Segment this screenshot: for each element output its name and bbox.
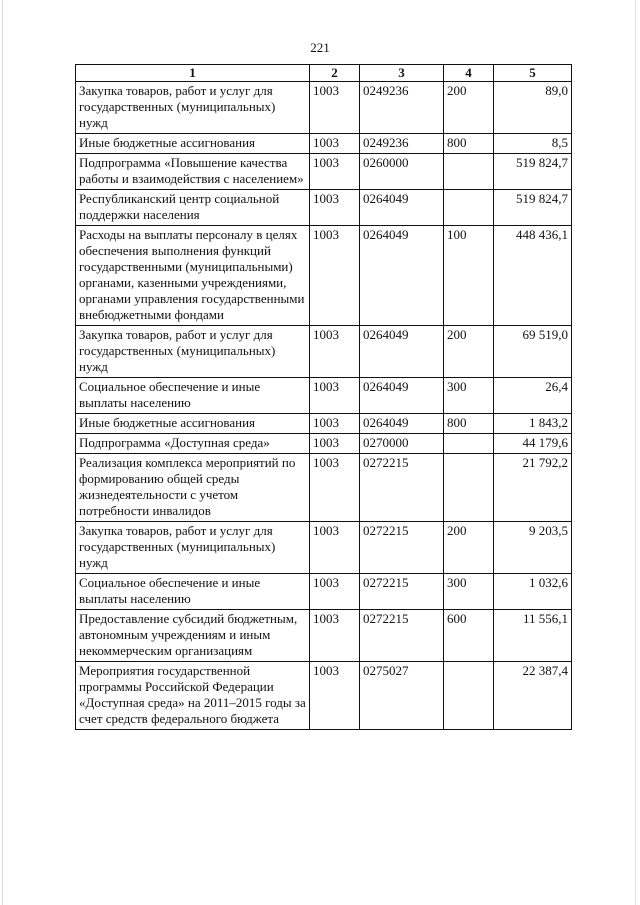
row-section-cell: 1003 xyxy=(310,434,360,454)
row-amount-cell: 519 824,7 xyxy=(494,190,572,226)
row-amount-cell: 26,4 xyxy=(494,378,572,414)
row-name-cell: Реализация комплекса мероприятий по формированию общей среды жизнедеятельности с учетом потребности инвалидов xyxy=(76,454,310,522)
table-row xyxy=(76,610,572,662)
row-name-cell: Подпрограмма «Повышение качества работы и взаимодействия с населением» xyxy=(76,154,310,190)
row-section-cell: 1003 xyxy=(310,522,360,574)
row-name-cell: Иные бюджетные ассигнования xyxy=(76,134,310,154)
row-amount-cell: 21 792,2 xyxy=(494,454,572,522)
table-row xyxy=(76,134,572,154)
table-row xyxy=(76,190,572,226)
row-expense-type-cell: 800 xyxy=(444,414,494,434)
row-article-cell: 0249236 xyxy=(360,82,444,134)
row-section-cell: 1003 xyxy=(310,454,360,522)
row-expense-type-cell xyxy=(444,434,494,454)
row-name-cell: Республиканский центр социальной поддержки населения xyxy=(76,190,310,226)
row-section-cell: 1003 xyxy=(310,662,360,730)
table-row xyxy=(76,378,572,414)
row-article-cell: 0275027 xyxy=(360,662,444,730)
table-row xyxy=(76,522,572,574)
row-section-cell: 1003 xyxy=(310,226,360,326)
table-row xyxy=(76,326,572,378)
row-section-cell: 1003 xyxy=(310,378,360,414)
row-name-cell: Социальное обеспечение и иные выплаты населению xyxy=(76,378,310,414)
row-section-cell: 1003 xyxy=(310,82,360,134)
row-section-cell: 1003 xyxy=(310,190,360,226)
row-name-cell: Подпрограмма «Доступная среда» xyxy=(76,434,310,454)
row-section-cell: 1003 xyxy=(310,574,360,610)
row-article-cell: 0249236 xyxy=(360,134,444,154)
row-section-cell: 1003 xyxy=(310,134,360,154)
row-name-cell: Закупка товаров, работ и услуг для государственных (муниципальных) нужд xyxy=(76,522,310,574)
row-name-cell: Закупка товаров, работ и услуг для государственных (муниципальных) нужд xyxy=(76,82,310,134)
scan-edge-left xyxy=(2,0,3,905)
row-name-cell: Мероприятия государственной программы Российской Федерации «Доступная среда» на 2011–2015 годы за счет средств федерального бюджета xyxy=(76,662,310,730)
row-amount-cell: 1 843,2 xyxy=(494,414,572,434)
row-amount-cell: 9 203,5 xyxy=(494,522,572,574)
row-article-cell: 0272215 xyxy=(360,610,444,662)
row-article-cell: 0270000 xyxy=(360,434,444,454)
row-expense-type-cell xyxy=(444,454,494,522)
row-name-cell: Закупка товаров, работ и услуг для государственных (муниципальных) нужд xyxy=(76,326,310,378)
row-section-cell: 1003 xyxy=(310,414,360,434)
row-name-cell: Предоставление субсидий бюджетным, автономным учреждениям и иным некоммерческим организациям xyxy=(76,610,310,662)
header-col-1: 1 xyxy=(76,65,310,82)
row-expense-type-cell: 800 xyxy=(444,134,494,154)
row-expense-type-cell: 600 xyxy=(444,610,494,662)
row-article-cell: 0264049 xyxy=(360,326,444,378)
table-header-row xyxy=(76,65,572,82)
row-amount-cell: 44 179,6 xyxy=(494,434,572,454)
row-expense-type-cell: 200 xyxy=(444,82,494,134)
row-article-cell: 0264049 xyxy=(360,190,444,226)
row-expense-type-cell xyxy=(444,190,494,226)
row-section-cell: 1003 xyxy=(310,326,360,378)
row-article-cell: 0260000 xyxy=(360,154,444,190)
table-row xyxy=(76,414,572,434)
header-col-4: 4 xyxy=(444,65,494,82)
table-body xyxy=(76,82,572,730)
row-amount-cell: 22 387,4 xyxy=(494,662,572,730)
table-row xyxy=(76,226,572,326)
row-expense-type-cell xyxy=(444,662,494,730)
row-section-cell: 1003 xyxy=(310,154,360,190)
row-amount-cell: 519 824,7 xyxy=(494,154,572,190)
row-article-cell: 0272215 xyxy=(360,454,444,522)
table-row xyxy=(76,154,572,190)
table-row xyxy=(76,82,572,134)
row-expense-type-cell xyxy=(444,154,494,190)
row-article-cell: 0264049 xyxy=(360,414,444,434)
header-col-2: 2 xyxy=(310,65,360,82)
row-expense-type-cell: 300 xyxy=(444,574,494,610)
row-name-cell: Социальное обеспечение и иные выплаты населению xyxy=(76,574,310,610)
table-row xyxy=(76,434,572,454)
row-amount-cell: 448 436,1 xyxy=(494,226,572,326)
row-article-cell: 0264049 xyxy=(360,378,444,414)
header-col-3: 3 xyxy=(360,65,444,82)
budget-table xyxy=(75,64,572,730)
row-amount-cell: 89,0 xyxy=(494,82,572,134)
table-row xyxy=(76,454,572,522)
row-section-cell: 1003 xyxy=(310,610,360,662)
page-number: 221 xyxy=(310,40,330,55)
table-row xyxy=(76,662,572,730)
row-article-cell: 0272215 xyxy=(360,574,444,610)
row-amount-cell: 1 032,6 xyxy=(494,574,572,610)
row-amount-cell: 8,5 xyxy=(494,134,572,154)
row-expense-type-cell: 200 xyxy=(444,522,494,574)
row-amount-cell: 11 556,1 xyxy=(494,610,572,662)
row-amount-cell: 69 519,0 xyxy=(494,326,572,378)
scan-edge-right xyxy=(635,0,636,905)
row-expense-type-cell: 100 xyxy=(444,226,494,326)
row-article-cell: 0264049 xyxy=(360,226,444,326)
row-article-cell: 0272215 xyxy=(360,522,444,574)
table-row xyxy=(76,574,572,610)
row-expense-type-cell: 300 xyxy=(444,378,494,414)
row-name-cell: Иные бюджетные ассигнования xyxy=(76,414,310,434)
row-name-cell: Расходы на выплаты персоналу в целях обеспечения выполнения функций государственными (муниципальными) органами, казенными учреждениями, органами управления государственными внебюджетными фондами xyxy=(76,226,310,326)
row-expense-type-cell: 200 xyxy=(444,326,494,378)
header-col-5: 5 xyxy=(494,65,572,82)
